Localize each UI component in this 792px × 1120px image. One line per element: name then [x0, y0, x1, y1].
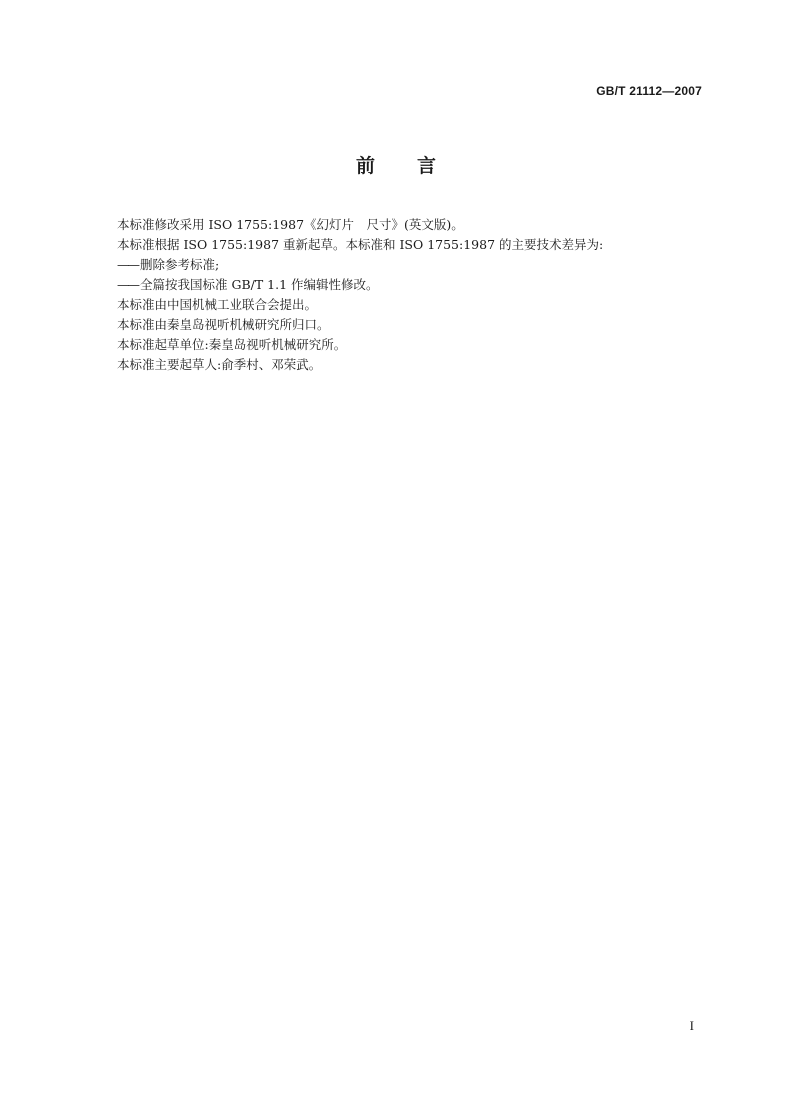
list-dash: ——	[117, 277, 138, 292]
foreword-body	[117, 215, 717, 375]
list-item-text: 全篇按我国标准 GB/T 1.1 作编辑性修改。	[140, 277, 379, 292]
list-item-difference	[117, 275, 717, 295]
paragraph-differences: 本标准根据 ISO 1755:1987 重新起草。本标准和 ISO 1755:1987 的主要技术差异为:	[117, 237, 604, 252]
paragraph-adoption: 本标准修改采用 ISO 1755:1987《幻灯片 尺寸》(英文版)。	[117, 217, 464, 232]
page-number: I	[689, 1018, 694, 1033]
page-title: 前言	[355, 155, 478, 177]
paragraph-proposer: 本标准由中国机械工业联合会提出。	[117, 297, 318, 312]
paragraph-drafters: 本标准主要起草人:俞季村、邓荣武。	[117, 357, 322, 372]
list-item-text: 删除参考标准;	[140, 257, 220, 272]
paragraph-drafting-unit: 本标准起草单位:秦皇岛视听机械研究所。	[117, 337, 347, 352]
list-dash: ——	[117, 257, 138, 272]
list-item-difference	[117, 255, 717, 275]
standard-number: GB/T 21112—2007	[596, 84, 702, 98]
paragraph-administrator: 本标准由秦皇岛视听机械研究所归口。	[117, 317, 330, 332]
